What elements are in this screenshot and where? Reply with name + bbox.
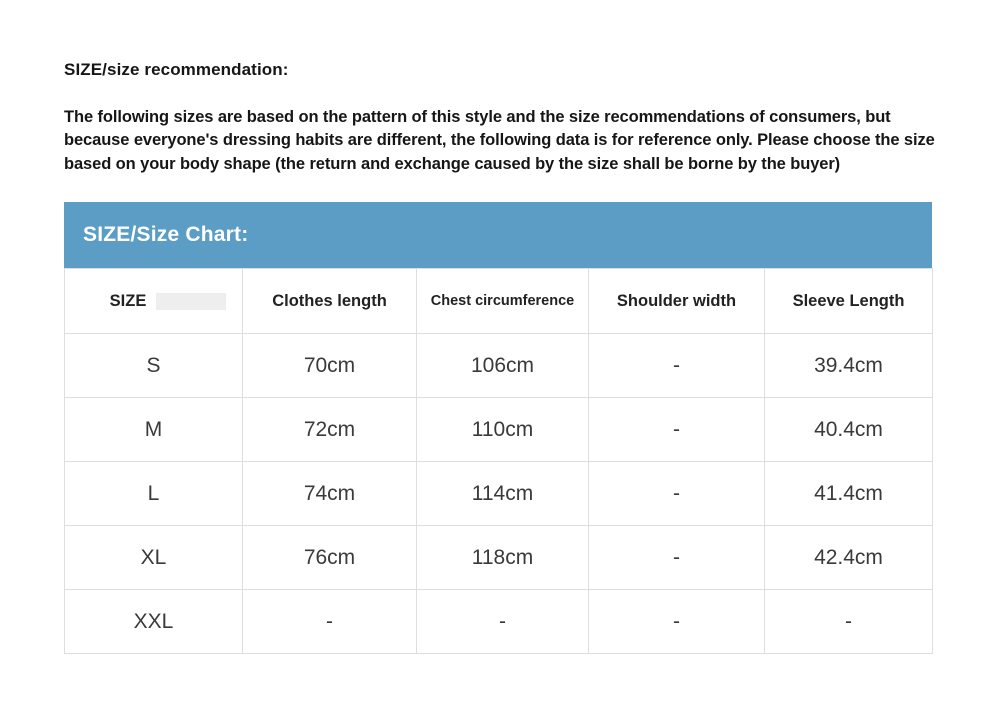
cell-size: XXL [65,590,243,654]
cell-shoulder-width: - [589,462,765,526]
column-header-chest-circumference: Chest circumference [417,269,589,334]
table-body [65,334,933,654]
cell-clothes-length: - [243,590,417,654]
cell-clothes-length: 76cm [243,526,417,590]
cell-size: S [65,334,243,398]
cell-clothes-length: 74cm [243,462,417,526]
column-header-clothes-length: Clothes length [243,269,417,334]
cell-chest-circumference: 110cm [417,398,589,462]
cell-size: XL [65,526,243,590]
column-header-size-label: SIZE [109,291,147,310]
cell-sleeve-length: 42.4cm [765,526,933,590]
cell-chest-circumference: 114cm [417,462,589,526]
size-table [64,268,933,654]
table-row [65,590,933,654]
cell-sleeve-length: 40.4cm [765,398,933,462]
column-header-size [65,269,243,334]
table-header [65,269,933,334]
cell-sleeve-length: 41.4cm [765,462,933,526]
table-row [65,526,933,590]
header-blank-block [156,293,226,310]
cell-shoulder-width: - [589,526,765,590]
page-title: SIZE/size recommendation: [64,60,289,79]
size-chart [64,202,932,654]
table-row [65,462,933,526]
cell-size: L [65,462,243,526]
cell-shoulder-width: - [589,334,765,398]
table-row [65,398,933,462]
table-row [65,334,933,398]
cell-chest-circumference: 118cm [417,526,589,590]
intro-paragraph: The following sizes are based on the pattern of this style and the size recommendations of consumers, but because everyone's dressing habits are different, the following data is for reference only. Please choose the size based on your body shape (the return and exchange caused by the size shall be borne by the buyer) [64,108,935,173]
cell-size: M [65,398,243,462]
cell-clothes-length: 70cm [243,334,417,398]
cell-sleeve-length: 39.4cm [765,334,933,398]
cell-sleeve-length: - [765,590,933,654]
cell-chest-circumference: - [417,590,589,654]
column-header-shoulder-width: Shoulder width [589,269,765,334]
cell-clothes-length: 72cm [243,398,417,462]
cell-chest-circumference: 106cm [417,334,589,398]
table-header-row [65,269,933,334]
cell-shoulder-width: - [589,398,765,462]
column-header-sleeve-length: Sleeve Length [765,269,933,334]
chart-title-bar: SIZE/Size Chart: [64,202,932,268]
cell-shoulder-width: - [589,590,765,654]
